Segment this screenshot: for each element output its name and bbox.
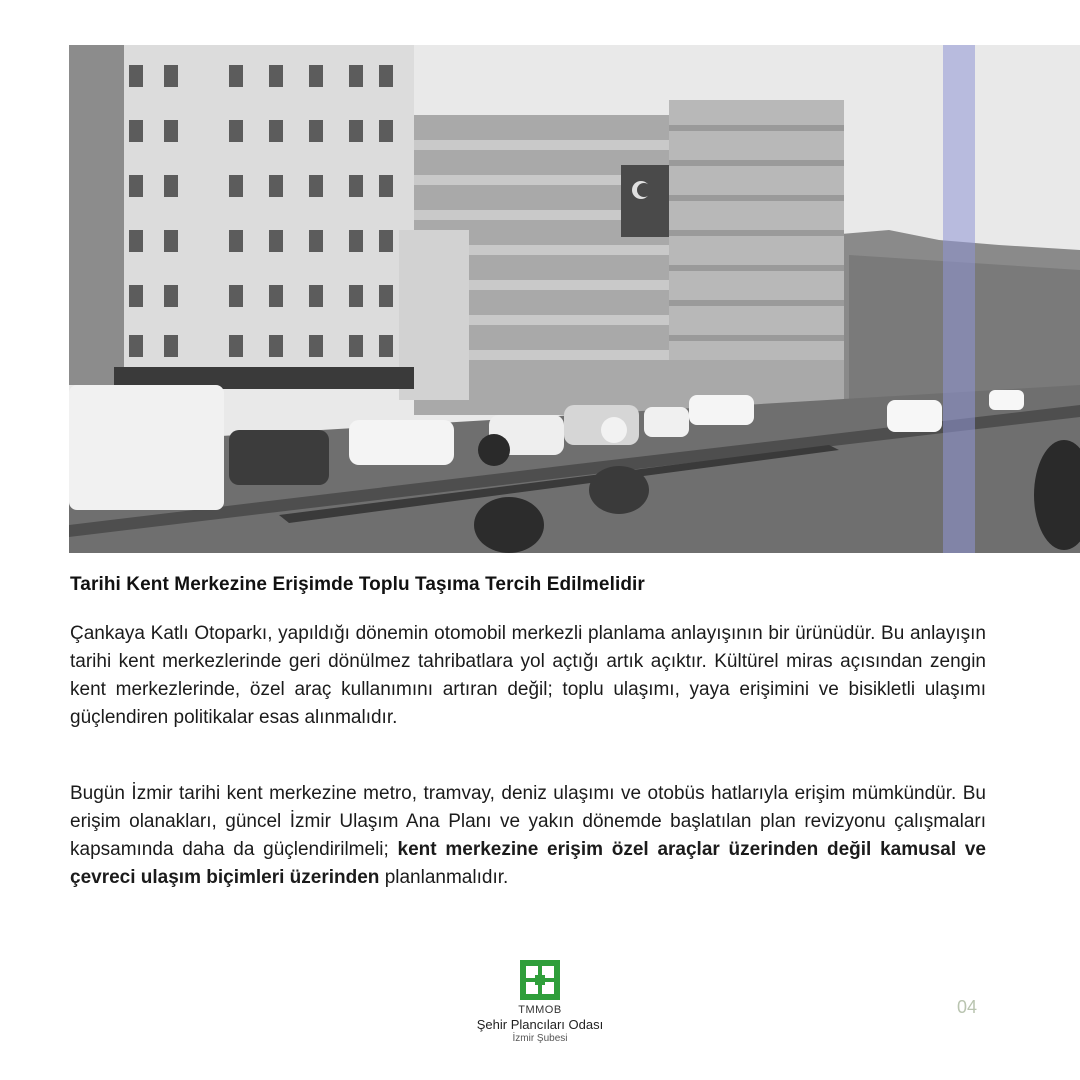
paragraph-2-bold: kent merkezine erişim özel araçlar üzerinden değil kamusal ve çevreci ulaşım biçimleri üzerinden (70, 839, 986, 888)
logo-org: TMMOB (518, 1004, 562, 1016)
street-photo (69, 45, 1080, 553)
paragraph-2-start: Bugün İzmir tarihi kent merkezine metro, tramvay, deniz ulaşımı ve otobüs hatlarıyla erişim mümkündür. Bu erişim olanakları, güncel İzmir Ulaşım Ana Planı ve yakın dönemde başlatılan plan revizyonu çalışmaları kapsamında daha da güçlendirilmeli; (70, 783, 986, 860)
page-number: 04 (957, 997, 978, 1017)
street-photo-illustration (69, 45, 1080, 553)
paragraph-2 (70, 780, 986, 892)
paragraph-1: Çankaya Katlı Otoparkı, yapıldığı dönemin otomobil merkezli planlama anlayışının bir ürünüdür. Bu anlayışın tarihi kent merkezlerinde geri dönülmez tahribatlara yol açtığı artık açıktır. Kültürel miras açısından zengin kent merkezlerinde, özel araç kullanımını artıran değil; toplu ulaşımı, yaya erişimini ve bisikletli ulaşımı güçlendiren politikalar esas alınmalıdır. (70, 623, 986, 728)
logo-name: Şehir Plancıları Odası (476, 1017, 604, 1032)
article-title: Tarihi Kent Merkezine Erişimde Toplu Taşıma Tercih Edilmelidir (70, 574, 645, 595)
logo-mark-icon (520, 960, 560, 1000)
logo-branch: İzmir Şubesi (512, 1033, 568, 1044)
tmmob-logo (465, 960, 615, 1060)
paragraph-2-end: planlanmalıdır. (379, 867, 509, 888)
